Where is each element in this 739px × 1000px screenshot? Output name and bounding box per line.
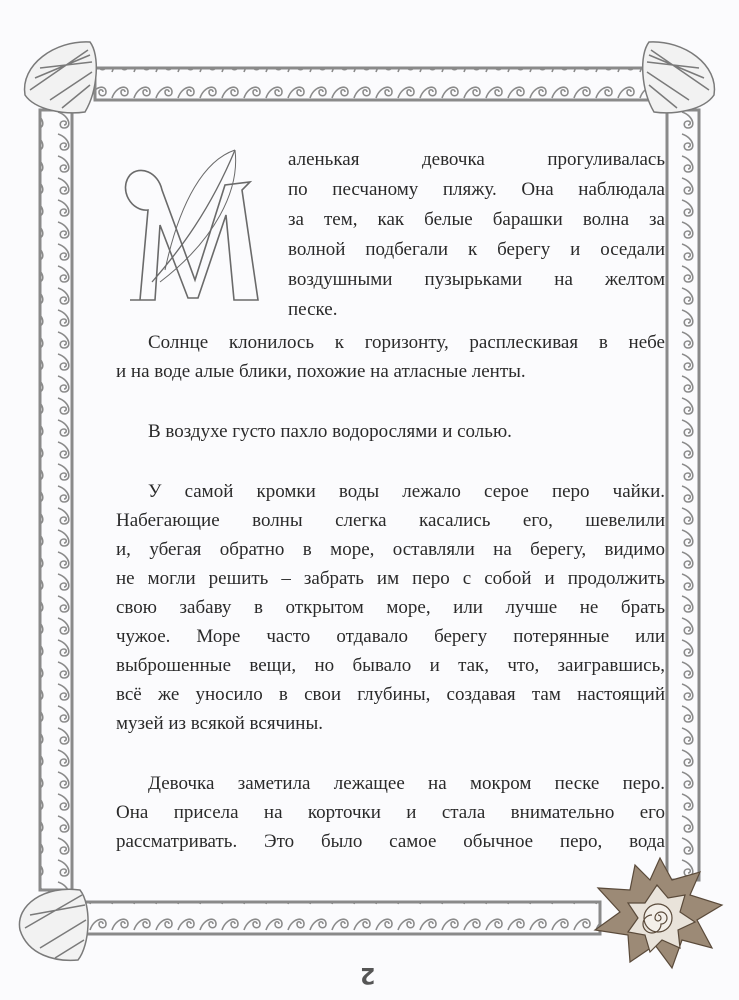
text-line: и, убегая обратно в море, оставляли на берегу, видимо (116, 539, 665, 560)
text-line: рассматривать. Это было самое обычное перо, вода (116, 831, 665, 852)
frame-right (667, 110, 699, 880)
text-line: волной подбегали к берегу и оседали (288, 239, 665, 260)
conch-shell-bottom-right-icon (595, 858, 722, 968)
text-line: музей из всякой всячины. (116, 713, 323, 734)
frame-top (95, 68, 655, 100)
text-line: за тем, как белые барашки волна за (288, 209, 665, 230)
text-line: и на воде алые блики, похожие на атласные ленты. (116, 361, 526, 382)
text-line: не могли решить – забрать им перо с собой и продолжить (116, 568, 665, 589)
text-line: Набегающие волны слегка касались его, шевелили (116, 510, 665, 531)
text-line: чужое. Море часто отдавало берегу потерянные или (116, 626, 665, 647)
text-line: Солнце клонилось к горизонту, расплескивая в небе (148, 332, 665, 353)
text-line: по песчаному пляжу. Она наблюдала (288, 179, 665, 200)
frame-left (40, 110, 72, 890)
text-line: У самой кромки воды лежало серое перо чайки. (148, 481, 665, 502)
page-number: 2 (360, 962, 376, 987)
shell-bottom-left-icon (19, 889, 88, 960)
text-line: выброшенные вещи, но бывало и так, что, заигравшись, (116, 655, 665, 676)
text-line: песке. (288, 299, 338, 320)
text-line: свою забаву в открытом море, или лучше не брать (116, 597, 665, 618)
frame-bottom (80, 902, 600, 934)
text-line: Она присела на корточки и стала внимательно его (116, 802, 665, 823)
text-line: аленькая девочка прогуливалась (288, 149, 665, 170)
shell-top-left-icon (25, 42, 97, 113)
shell-top-right-icon (643, 42, 715, 113)
text-line: воздушными пузырьками на желтом (288, 269, 665, 290)
text-line: всё же уносило в свои глубины, создавая там настоящий (116, 684, 665, 705)
text-line: Девочка заметила лежащее на мокром песке перо. (148, 773, 665, 794)
drop-cap-illustration (125, 150, 258, 300)
text-line: В воздухе густо пахло водорослями и солью. (148, 421, 512, 442)
